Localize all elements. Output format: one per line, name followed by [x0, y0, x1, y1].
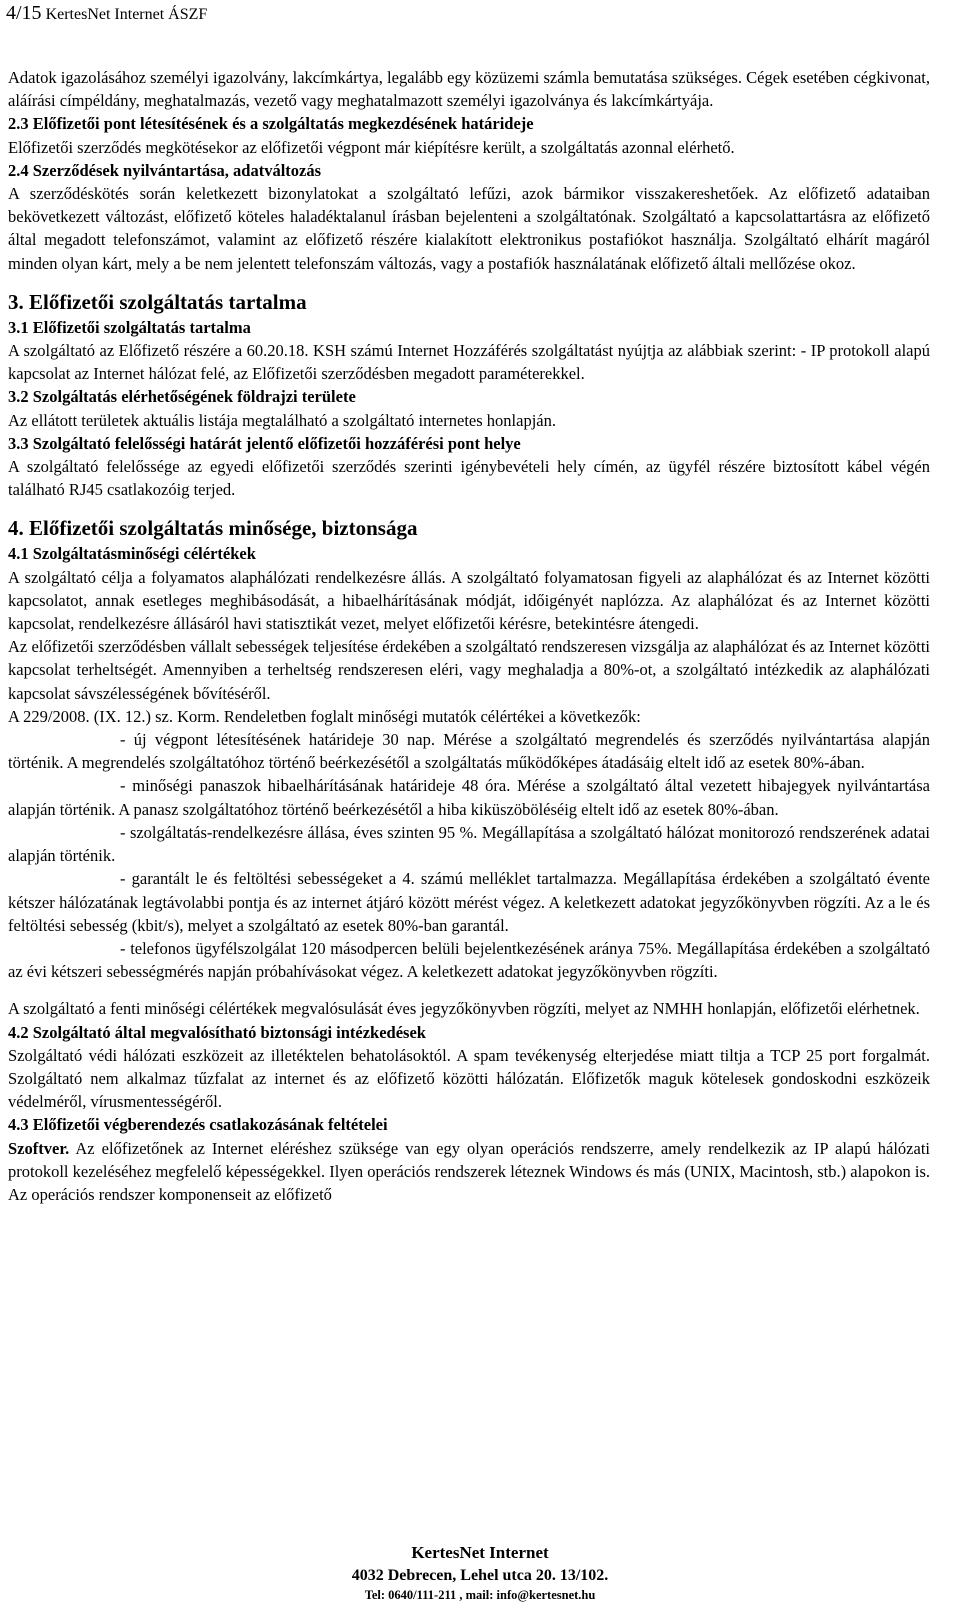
- heading-3-2: 3.2 Szolgáltatás elérhetőségének földrajzi területe: [8, 387, 356, 407]
- heading-4-2: 4.2 Szolgáltató által megvalósítható biztonsági intézkedések: [8, 1022, 426, 1042]
- page-number: 4/15: [6, 2, 42, 24]
- list-item-phone-support: - telefonos ügyfélszolgálat 120 másodpercen belüli bejelentkezésének aránya 75%. Megállapítása érdekében a szolgáltató az évi kétszeri sebességmérés napján próbahívásokat végez. A keletkezett adatokat jegyzőkönyvben rögzíti.: [8, 938, 930, 982]
- paragraph-3-1: A szolgáltató az Előfizető részére a 60.20.18. KSH számú Internet Hozzáférés szolgáltatást nyújtja az alábbiak szerint: - IP protokoll alapú kapcsolat az Internet hálózat felé, az Előfizetői szerződésben megadott paraméterekkel.: [8, 341, 930, 384]
- paragraph-3-3: A szolgáltató felelőssége az egyedi előfizetői szerződés szerinti igénybevételi hely címén, az ügyfél részére biztosított kábel végén található RJ45 csatlakozóig terjed.: [8, 457, 930, 500]
- heading-4-3: 4.3 Előfizetői végberendezés csatlakozásának feltételei: [8, 1115, 388, 1135]
- page-header: [6, 2, 207, 25]
- software-label: Szoftver.: [8, 1138, 70, 1158]
- heading-2-4: 2.4 Szerződések nyilvántartása, adatváltozás: [8, 160, 322, 180]
- paragraph-2-4: A szerződéskötés során keletkezett bizonylatokat a szolgáltató lefűzi, azok bármikor visszakereshetőek. Az előfizető adataiban bekövetkezett változást, előfizető köteles haladéktalanul írásban bejelenteni a szolgáltatónak. Szolgáltató a kapcsolattartásra az előfizető által megadott telefonszámot, valamint az előfizető részére kialakított elektronikus postafiókot használja. Szolgáltató elhárít magáról minden olyan kárt, mely a be nem jelentett telefonszám változás, vagy a postafiók használatának előfizető általi mellőzése okoz.: [8, 184, 930, 273]
- heading-4-1: 4.1 Szolgáltatásminőségi célértékek: [8, 544, 256, 564]
- heading-3-3: 3.3 Szolgáltató felelősségi határát jelentő előfizetői hozzáférési pont helye: [8, 433, 521, 453]
- paragraph-3-2: Az ellátott területek aktuális listája megtalálható a szolgáltató internetes honlapján.: [8, 410, 556, 430]
- paragraph-2-3: Előfizetői szerződés megkötésekor az előfizetői végpont már kiépítésre került, a szolgáltatás azonnal elérhető.: [8, 137, 735, 157]
- list-item-new-endpoint: - új végpont létesítésének határideje 30 nap. Mérése a szolgáltató megrendelés és szerződés nyilvántartása alapján történik. A megrendelés szolgáltatóhoz történő beérkezésétől a szolgáltatás működőképes átadásáig eltelt idő az esetek 80%-ában.: [8, 730, 930, 773]
- header-title: KertesNet Internet ÁSZF: [45, 6, 208, 23]
- heading-3-1: 3.1 Előfizetői szolgáltatás tartalma: [8, 317, 251, 337]
- spacer: [8, 983, 930, 997]
- footer-contact: Tel: 0640/111-211 , mail: info@kertesnet.hu: [364, 1588, 596, 1602]
- list-item-speeds: - garantált le és feltöltési sebességeket a 4. számú melléklet tartalmazza. Megállapítása érdekében a szolgáltató évente kétszer hálózatának legtávolabbi pontja és az internet átjáró között mérést végez. A keletkezett adatokat jegyzőkönyvben rögzíti. Az a le és feltöltési sebesség (kbit/s), melyet a szolgáltató az esetek 80%-ban garantál.: [8, 869, 930, 935]
- footer-company: KertesNet Internet: [411, 1543, 549, 1562]
- paragraph-4-3-text: Az előfizetőnek az Internet eléréshez szüksége van egy olyan operációs rendszerre, amely rendelkezik az IP alapú hálózati protokoll kezeléséhez megfelelő képességekkel. Ilyen operációs rendszerek léteznek Windows és más (UNIX, Macintosh, stb.) alapokon is. Az operációs rendszer komponenseit az előfizető: [8, 1138, 930, 1204]
- list-item-availability: - szolgáltatás-rendelkezésre állása, éves szinten 95 %. Megállapítása a szolgáltató hálózat monitorozó rendszerének adatai alapján történik.: [8, 822, 930, 866]
- paragraph-4-1c: A 229/2008. (IX. 12.) sz. Korm. Rendeletben foglalt minőségi mutatók célértékei a következők:: [8, 706, 641, 726]
- document-body: [8, 66, 930, 1206]
- paragraph-4-1b: Az előfizetői szerződésben vállalt sebességek teljesítése érdekében a szolgáltató rendszeresen vizsgálja az alaphálózat és az Internet közötti kapcsolat terheltségét. Amennyiben a terheltség rendszeresen eléri, vagy meghaladja a 80%-ot, a szolgáltató intézkedik az alaphálózati kapcsolat sávszélességének bővítéséről.: [8, 637, 930, 703]
- footer-address: 4032 Debrecen, Lehel utca 20. 13/102.: [351, 1567, 609, 1584]
- heading-4: 4. Előfizetői szolgáltatás minősége, biztonsága: [8, 516, 418, 541]
- paragraph-4-3: [8, 1137, 930, 1207]
- paragraph-4-1d: A szolgáltató a fenti minőségi célértékek megvalósulását éves jegyzőkönyvben rögzíti, melyet az NMHH honlapján, előfizetői elérhetnek.: [8, 999, 920, 1019]
- paragraph-identification: Adatok igazolásához személyi igazolvány, lakcímkártya, legalább egy közüzemi számla bemutatása szükséges. Cégek esetében cégkivonat, aláírási címpéldány, meghatalmazás, vezető vagy meghatalmazott személyi igazolványa és lakcímkártyája.: [8, 68, 930, 111]
- paragraph-4-2: Szolgáltató védi hálózati eszközeit az illetéktelen behatolásoktól. A spam tevékenység elterjedése miatt tiltja a TCP 25 port forgalmát. Szolgáltató nem alkalmaz tűzfalat az internet és az előfizető közötti hálózatán. Előfizetők maguk kötelesek gondoskodni eszközeik védelméről, vírusmentességéről.: [8, 1045, 930, 1112]
- page-footer: [0, 1541, 960, 1604]
- heading-3: 3. Előfizetői szolgáltatás tartalma: [8, 289, 307, 314]
- paragraph-4-1a: A szolgáltató célja a folyamatos alaphálózati rendelkezésre állás. A szolgáltató folyamatosan figyeli az alaphálózat és az Internet közötti kapcsolatot, annak esetleges meghibásodását, a hibaelhárításának módját, időigényét naplózza. Az alaphálózat és az Internet közötti kapcsolat, rendelkezésre állásáról havi statisztikát vezet, melyet előfizetői kérésre, betekintésre átengedi.: [8, 567, 930, 634]
- list-item-complaints: - minőségi panaszok hibaelhárításának határideje 48 óra. Mérése a szolgáltató által vezetett hibajegyek nyilvántartása alapján történik. A panasz szolgáltatóhoz történő beérkezésétől a hiba kiküszöböléséig eltelt idő az esetek 80%-ában.: [8, 776, 930, 819]
- heading-2-3: 2.3 Előfizetői pont létesítésének és a szolgáltatás megkezdésének határideje: [8, 114, 534, 134]
